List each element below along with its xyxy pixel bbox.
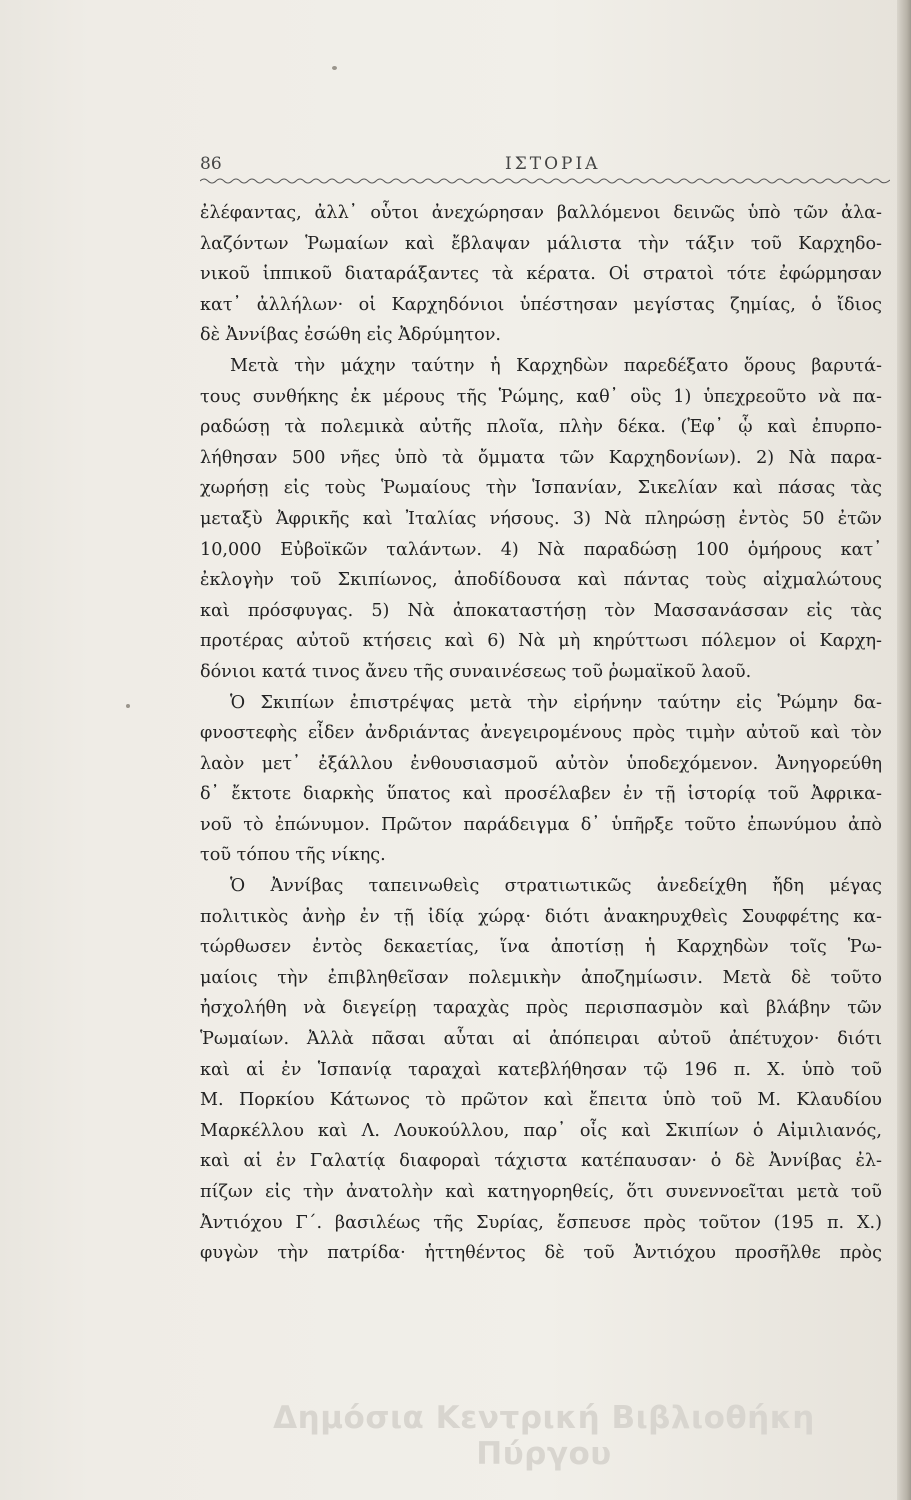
text-line: Ὁ Ἀννίβας ταπεινωθεὶς στρατιωτικῶς ἀνεδείχθη ἤδη μέγας [230, 876, 882, 897]
text-line: καὶ πρόσφυγας. 5) Νὰ ἀποκαταστήσῃ τὸν Μασσανάσσαν εἰς τὰς [200, 600, 882, 621]
text-line: τοῦ τόπου τῆς νίκης. [200, 845, 386, 866]
text-line: φνοστεφὴς εἶδεν ἀνδριάντας ἀνεγειρομένους πρὸς τιμὴν αὐτοῦ καὶ τὸν [200, 723, 882, 744]
ink-speck [126, 704, 130, 708]
text-line: μεταξὺ Ἀφρικῆς καὶ Ἰταλίας νήσους. 3) Νὰ πληρώσῃ ἐντὸς 50 ἐτῶν [200, 508, 882, 529]
text-line: τώρθωσεν ἐντὸς δεκαετίας, ἵνα ἀποτίσῃ ἡ Καρχηδὼν τοῖς Ῥω- [200, 937, 882, 958]
text-line: πίζων εἰς τὴν ἀνατολὴν καὶ κατηγορηθείς, ὅτι συνεννοεῖται μετὰ τοῦ [200, 1182, 882, 1202]
text-line: Ὁ Σκιπίων ἐπιστρέψας μετὰ τὴν εἰρήνην ταύτην εἰς Ῥώμην δα- [230, 692, 882, 713]
text-line: λαὸν μετ᾽ ἐξάλλου ἐνθουσιασμοῦ αὐτὸν ὑποδεχόμενον. Ἀνηγορεύθη [200, 753, 882, 774]
text-line: νικοῦ ἱππικοῦ διαταράξαντες τὰ κέρατα. Οἱ στρατοὶ τότε ἐφώρμησαν [200, 264, 882, 285]
text-line: κατ᾽ ἀλλήλων· οἱ Καρχηδόνιοι ὑπέστησαν μεγίστας ζημίας, ὁ ἴδιος [200, 294, 882, 315]
text-line: καὶ αἱ ἐν Γαλατίᾳ διαφοραὶ τάχιστα κατέπαυσαν· ὁ δὲ Ἀννίβας ἐλ- [200, 1151, 882, 1172]
page-number: 86 [200, 154, 222, 174]
page-edge-shadow [897, 0, 911, 1500]
text-line: ραδώσῃ τὰ πολεμικὰ αὐτῆς πλοῖα, πλὴν δέκα. (Ἐφ᾽ ᾧ καὶ ἐπυρπο- [200, 417, 882, 438]
ink-speck [332, 66, 337, 70]
library-watermark: Δημόσια Κεντρική Βιβλιοθήκη Πύργου [273, 1400, 815, 1472]
text-line: δὲ Ἀννίβας ἐσώθη εἰς Ἀδρύμητον. [200, 325, 502, 346]
text-line: Μαρκέλλου καὶ Λ. Λουκούλλου, παρ᾽ οἷς καὶ Σκιπίων ὁ Αἰμιλιανός, [200, 1120, 882, 1141]
wavy-rule [200, 176, 890, 186]
text-line: Μετὰ τὴν μάχην ταύτην ἡ Καρχηδὼν παρεδέξατο ὅρους βαρυτά- [230, 355, 882, 376]
text-line: καὶ αἱ ἐν Ἱσπανίᾳ ταραχαὶ κατεβλήθησαν τῷ 196 π. Χ. ὑπὸ τοῦ [200, 1059, 882, 1080]
text-line: 10,000 Εὐβοϊκῶν ταλάντων. 4) Νὰ παραδώσῃ 100 ὁμήρους κατ᾽ [200, 539, 882, 560]
text-line: δόνιοι κατά τινος ἄνευ τῆς συναινέσεως τοῦ ῥωμαϊκοῦ λαοῦ. [200, 661, 752, 682]
text-line: Ῥωμαίων. Ἀλλὰ πᾶσαι αὗται αἱ ἀπόπειραι αὐτοῦ ἀπέτυχον· διότι [200, 1029, 882, 1050]
running-title: ΙΣΤΟΡΙΑ [505, 154, 601, 174]
text-line: Μ. Πορκίου Κάτωνος τὸ πρῶτον καὶ ἔπειτα ὑπὸ τοῦ Μ. Κλαυδίου [200, 1090, 882, 1111]
text-line: προτέρας αὐτοῦ κτήσεις καὶ 6) Νὰ μὴ κηρύττωσι πόλεμον οἱ Καρχη- [200, 631, 882, 652]
text-line: τους συνθήκης ἐκ μέρους τῆς Ῥώμης, καθ᾽ οὓς 1) ὑπεχρεοῦτο νὰ πα- [200, 386, 882, 407]
text-line: μαίοις τὴν ἐπιβληθεῖσαν πολεμικὴν ἀποζημίωσιν. Μετὰ δὲ τοῦτο [200, 967, 882, 988]
text-line: ἐλέφαντας, ἀλλ᾽ οὗτοι ἀνεχώρησαν βαλλόμενοι δεινῶς ὑπὸ τῶν ἀλα- [200, 203, 882, 223]
text-line: πολιτικὸς ἀνὴρ ἐν τῇ ἰδίᾳ χώρᾳ· διότι ἀνακηρυχθεὶς Σουφφέτης κα- [200, 906, 882, 927]
text-line: λήθησαν 500 νῆες ὑπὸ τὰ ὄμματα τῶν Καρχηδονίων). 2) Νὰ παρα- [200, 447, 882, 468]
text-line: ἠσχολήθη νὰ διεγείρῃ ταραχὰς πρὸς περισπασμὸν καὶ βλάβην τῶν [200, 998, 882, 1019]
text-line: λαζόντων Ῥωμαίων καὶ ἔβλαψαν μάλιστα τὴν τάξιν τοῦ Καρχηδο- [200, 233, 882, 254]
page-header [200, 150, 890, 182]
text-line: νοῦ τὸ ἐπώνυμον. Πρῶτον παράδειγμα δ᾽ ὑπῆρξε τοῦτο ἐπωνύμου ἀπὸ [200, 814, 882, 835]
text-line: δ᾽ ἔκτοτε διαρκὴς ὕπατος καὶ προσέλαβεν ἐν τῇ ἱστορίᾳ τοῦ Ἀφρικα- [200, 784, 882, 805]
text-line: χωρήσῃ εἰς τοὺς Ῥωμαίους τὴν Ἱσπανίαν, Σικελίαν καὶ πάσας τὰς [200, 478, 882, 499]
text-line: ἐκλογὴν τοῦ Σκιπίωνος, ἀποδίδουσα καὶ πάντας τοὺς αἰχμαλώτους [200, 570, 882, 591]
text-line: Ἀντιόχου Γ΄. βασιλέως τῆς Συρίας, ἔσπευσε πρὸς τοῦτον (195 π. Χ.) [200, 1212, 882, 1233]
body-text [200, 198, 882, 1269]
text-line: φυγὼν τὴν πατρίδα· ἡττηθέντος δὲ τοῦ Ἀντιόχου προσῆλθε πρὸς [200, 1243, 882, 1264]
